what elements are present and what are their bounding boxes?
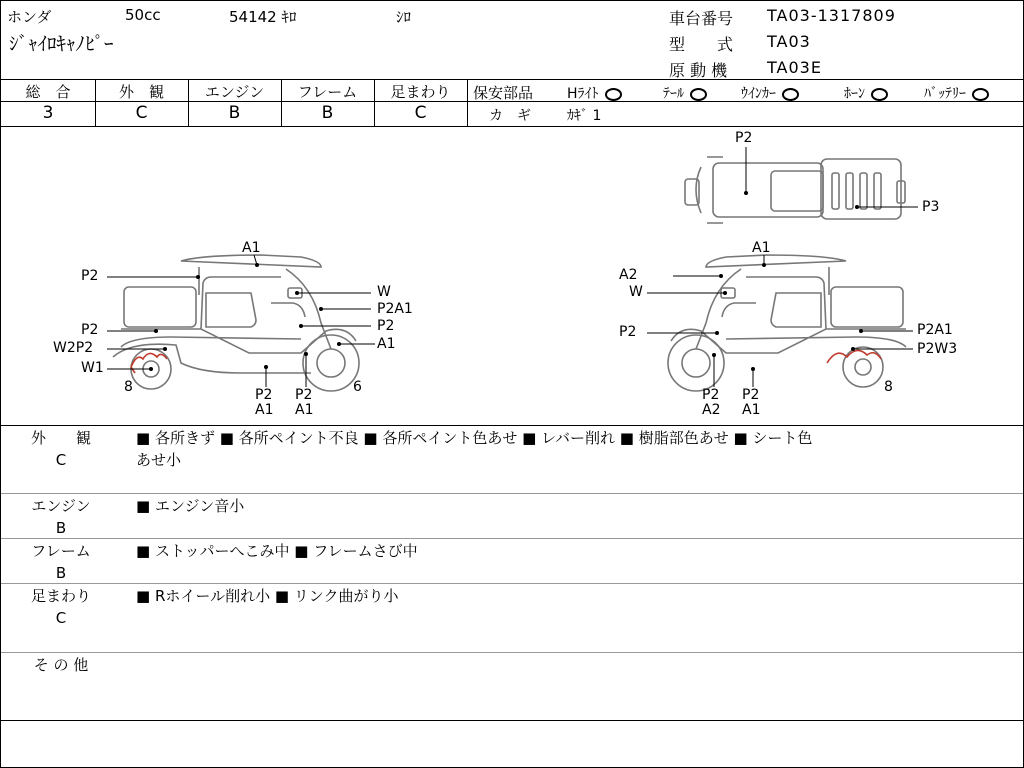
maker: ホンダ: [7, 8, 52, 26]
frame-number-label: 車台番号: [669, 9, 734, 28]
section-title: フレーム: [31, 542, 91, 560]
ok-icon: [690, 88, 707, 101]
label-p2-top: P2: [735, 130, 753, 146]
divider: [1, 493, 1023, 494]
label-p2w3: P2W3: [917, 341, 958, 357]
label-p2-rear: P2: [81, 322, 99, 338]
grade-header-frame: フレーム: [297, 83, 358, 101]
grade-header-exterior: 外 観: [118, 83, 164, 101]
remark-exterior-text: [136, 427, 1016, 471]
mileage: 54142 ｷﾛ: [229, 8, 297, 26]
safety-item-horn: [844, 83, 888, 103]
safety-item-headlight: [567, 83, 622, 103]
remark-line: あせ小: [136, 451, 182, 469]
divider: [1, 583, 1023, 584]
grade-exterior: C: [135, 103, 148, 123]
remark-suspension-label: [19, 585, 103, 629]
engine-label: 原 動 機: [669, 61, 728, 80]
label-a1-floor: A1: [255, 402, 274, 418]
label-w2p2: W2P2: [53, 340, 94, 356]
safety-item-name: ﾃｰﾙ: [663, 86, 684, 102]
label-p2-front-right: P2: [619, 324, 637, 340]
label-tire-rear: 8: [124, 379, 133, 395]
section-title: エンジン: [31, 497, 91, 515]
section-grade: B: [55, 564, 67, 582]
label-tire-rear-right: 8: [884, 379, 893, 395]
safety-item-name: Hﾗｲﾄ: [567, 86, 599, 102]
safety-item-battery: [924, 83, 989, 103]
label-a1-step-right: A1: [742, 402, 761, 418]
label-tire-front: 6: [353, 379, 362, 395]
label-a2: A2: [619, 267, 638, 283]
divider: [1, 425, 1023, 426]
safety-item-tail: [663, 83, 707, 103]
key-label: カ ギ: [489, 108, 531, 124]
label-w1: W1: [81, 360, 104, 376]
remark-frame-label: [19, 540, 103, 584]
ok-icon: [605, 88, 622, 101]
divider: [1, 79, 1023, 80]
safety-item-winker: [741, 83, 799, 103]
section-grade: C: [55, 609, 67, 627]
ok-icon: [782, 88, 799, 101]
label-p2a1-right: P2A1: [917, 322, 953, 338]
label-p2-floor-right: P2: [702, 387, 720, 403]
grade-overall: 3: [42, 103, 54, 123]
label-p3-top: P3: [922, 199, 940, 215]
body-color: ｼﾛ: [396, 8, 412, 26]
remark-suspension-text: ■ Rホイール削れ小 ■ リンク曲がり小: [136, 587, 399, 605]
safety-label: 保安部品: [473, 84, 534, 102]
frame-number: TA03-1317809: [767, 6, 896, 25]
label-a1-roof: A1: [242, 240, 261, 256]
key-value: ｶｷﾞ 1: [567, 108, 602, 124]
grade-header-overall: 総 合: [25, 83, 71, 101]
section-title: 足まわり: [30, 587, 91, 605]
section-grade: C: [55, 451, 67, 469]
grade-suspension: C: [414, 103, 427, 123]
displacement: 50cc: [125, 6, 161, 24]
label-a1-roof-right: A1: [752, 240, 771, 256]
divider: [1, 652, 1023, 653]
engine-code: TA03E: [767, 58, 822, 77]
divider: [1, 538, 1023, 539]
grade-engine: B: [228, 103, 241, 123]
ok-icon: [972, 88, 989, 101]
grade-frame: B: [321, 103, 334, 123]
remark-engine-text: ■ エンジン音小: [136, 497, 245, 515]
label-p2-roof: P2: [81, 268, 99, 284]
label-p2-body: P2: [377, 318, 395, 334]
grade-header-suspension: 足まわり: [390, 83, 451, 101]
label-w-right: W: [629, 284, 643, 300]
ok-icon: [871, 88, 888, 101]
remark-engine-label: [19, 495, 103, 539]
safety-item-name: ｳｲﾝｶｰ: [741, 86, 776, 102]
label-p2-floor: P2: [255, 387, 273, 403]
remark-exterior-label: [19, 427, 103, 471]
grade-header-engine: エンジン: [204, 83, 265, 101]
label-p2-step: P2: [295, 387, 313, 403]
label-a2-floor-right: A2: [702, 402, 721, 418]
label-p2-step-right: P2: [742, 387, 760, 403]
divider: [1, 720, 1023, 721]
label-a1-step: A1: [295, 402, 314, 418]
safety-item-name: ﾊﾞｯﾃﾘｰ: [924, 86, 966, 102]
label-p2a1: P2A1: [377, 301, 413, 317]
divider: [467, 79, 468, 126]
section-title: 外 観: [30, 429, 91, 447]
model-code: TA03: [767, 32, 811, 51]
model-label: 型 式: [669, 35, 734, 54]
remark-other-label: そ の 他: [33, 656, 89, 674]
label-w: W: [377, 284, 391, 300]
remark-frame-text: ■ ストッパーへこみ中 ■ フレームさび中: [136, 542, 418, 560]
section-grade: B: [55, 519, 67, 537]
model-name: ｼﾞｬｲﾛｷｬﾉﾋﾟｰ: [9, 33, 114, 55]
vehicle-diagram: [1, 127, 1023, 425]
safety-item-name: ﾎｰﾝ: [844, 86, 865, 102]
label-a1-front: A1: [377, 336, 396, 352]
remark-line: ■ 各所きず ■ 各所ペイント不良 ■ 各所ペイント色あせ ■ レバー削れ ■ 樹脂部色あせ ■ シート色: [136, 429, 813, 447]
